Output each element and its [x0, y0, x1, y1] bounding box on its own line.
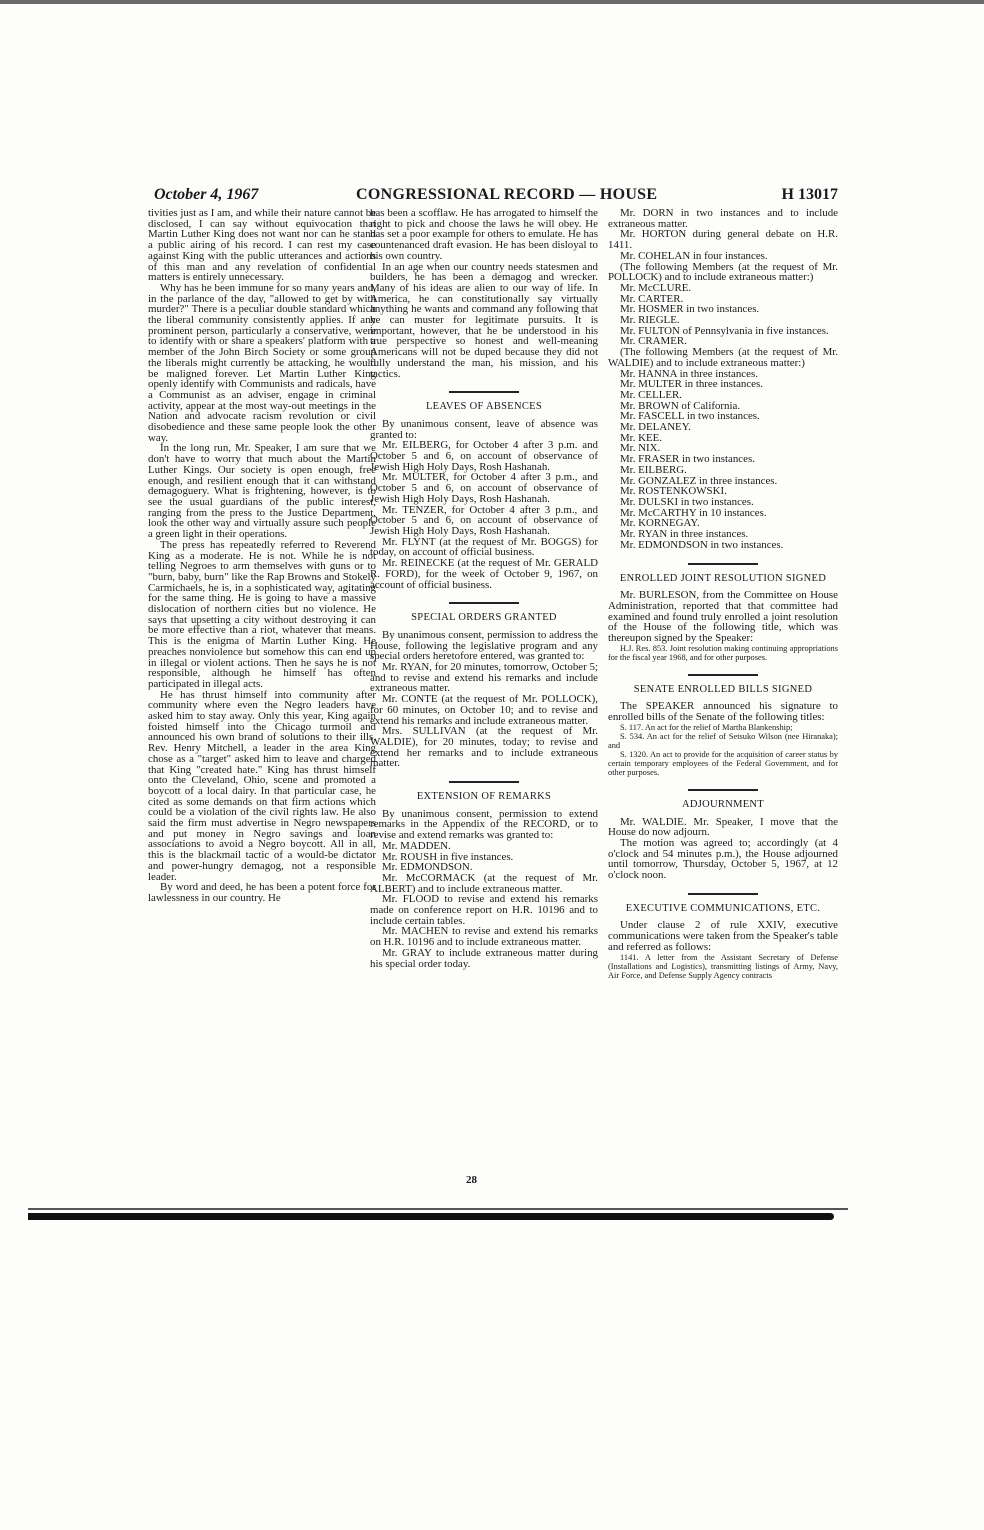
list-item: Mr. ROSTENKOWSKI.	[620, 485, 727, 498]
list-item: Mr. McCLURE.	[620, 281, 692, 294]
paragraph: Mr. ROUSH in five instances.	[382, 850, 514, 863]
header-page-number: H 13017	[781, 186, 838, 203]
paragraph: Mr. MADDEN.	[382, 839, 451, 852]
paragraph: Mr. REINECKE (at the request of Mr. GERALD R. FORD), for the week of October 9, 1967, on account of official business.	[370, 557, 598, 591]
list-item: Mr. KORNEGAY.	[620, 517, 700, 530]
paragraph: The press has repeatedly referred to Reverend King as a moderate. He is not. While he is not telling Negroes to arm themselves with guns or to "burn, baby, burn" like the Rap Browns and Stokely Carmichaels, he is, in a sophisticated way, agitating for the same thing. He is going to have a massive dislocation of northern cities but no violence. He says that upsetting a city without destroying it can be more effective than a riot, whatever that means. This is the enigma of Martin Luther King. He preaches nonviolence but somehow this can end up in illegal or violent actions. Then he says he is not responsible, although he himself has often participated in illegal acts.	[148, 538, 376, 690]
list-item: Mr. FASCELL in two instances.	[620, 410, 760, 423]
section-heading-enrolled-resolution: ENROLLED JOINT RESOLUTION SIGNED	[608, 563, 838, 585]
section-heading-senate-bills: SENATE ENROLLED BILLS SIGNED	[608, 674, 838, 696]
list-item: (The following Members (at the request of Mr. POLLOCK) and to include extraneous matter:)	[608, 260, 838, 284]
paragraph: Mr. RYAN, for 20 minutes, tomorrow, October 5; and to revise and extend his remarks and include extraneous matter.	[370, 661, 598, 695]
section-heading-extension: EXTENSION OF REMARKS	[370, 781, 598, 803]
paragraph: Mr. FLOOD to revise and extend his remarks made on conference report on H.R. 10196 and to include certain tables.	[370, 893, 598, 927]
column-2	[370, 208, 598, 969]
paragraph: In the long run, Mr. Speaker, I am sure that we don't have to worry that much about the Martin Luther Kings. Our society is open enough, free enough, and resilient enough that it can withstand demagoguery. What is frightening, however, is to see the usual guardians of the public interest, ranging from the press to the Justice Department, look the other way and virtually assure such people a green light in their operations.	[148, 442, 376, 541]
list-item: Mr. RIEGLE.	[620, 314, 680, 327]
list-item: Mr. EILBERG.	[620, 463, 687, 476]
paragraph: Mr. FLYNT (at the request of Mr. BOGGS) for today, on account of official business.	[370, 535, 598, 559]
list-item: Mr. CARTER.	[620, 292, 684, 305]
section-heading-executive: EXECUTIVE COMMUNICATIONS, ETC.	[608, 893, 838, 915]
paragraph: By unanimous consent, leave of absence was granted to:	[370, 417, 598, 441]
paragraph: Mr. CONTE (at the request of Mr. POLLOCK), for 60 minutes, on October 10; and to revise and extend his remarks and include extraneous matter.	[370, 693, 598, 727]
top-border	[0, 0, 984, 4]
paragraph: Mr. MACHEN to revise and extend his remarks on H.R. 10196 and to include extraneous matter.	[370, 925, 598, 949]
paragraph: In an age when our country needs statesmen and builders, he has been a demagog and wrecker. Many of his ideas are alien to our way of life. In America, he can constitutionally say virtually anything he wants and command any following that he can muster for legitimate pursuits. It is important, however, that he be understood in his true perspective so honest and well-meaning Americans will not be duped because they did not fully understand the man, his mission, and his tactics.	[370, 260, 598, 380]
paragraph: Mr. TENZER, for October 4 after 3 p.m., and October 5 and 6, on account of observance of Jewish High Holy Days, Rosh Hashanah.	[370, 503, 598, 537]
list-item: Mr. RYAN in three instances.	[620, 528, 749, 541]
paragraph: Mr. GRAY to include extraneous matter during his special order today.	[370, 946, 598, 970]
paragraph: Mr. McCORMACK (at the request of Mr. ALBERT) and to include extraneous matter.	[370, 871, 598, 895]
list-item: Mr. KEE.	[620, 431, 663, 444]
paragraph: Mr. WALDIE. Mr. Speaker, I move that the House do now adjourn.	[608, 815, 838, 839]
list-item: Mr. NIX.	[620, 442, 661, 455]
section-heading-special-orders: SPECIAL ORDERS GRANTED	[370, 602, 598, 624]
list-item: Mr. GONZALEZ in three instances.	[620, 474, 778, 487]
header-date: October 4, 1967	[154, 186, 259, 203]
list-item: Mr. DELANEY.	[620, 421, 691, 434]
paragraph: The SPEAKER announced his signature to enrolled bills of the Senate of the following titles:	[608, 700, 838, 724]
column-1	[148, 208, 376, 904]
section-heading-leaves: LEAVES OF ABSENCES	[370, 391, 598, 413]
list-item: Mr. HORTON during general debate on H.R. 1411.	[608, 228, 838, 252]
list-item: Mr. HANNA in three instances.	[620, 367, 758, 380]
list-item: Mr. FULTON of Pennsylvania in five instances.	[620, 324, 829, 337]
paragraph: By word and deed, he has been a potent force for lawlessness in our country. He	[148, 881, 376, 904]
paragraph: By unanimous consent, permission to address the House, following the legislative program and any special orders heretofore entered, was granted to:	[370, 628, 598, 663]
list-item: Mr. BROWN of California.	[620, 399, 741, 412]
list-item: Mr. DULSKI in two instances.	[620, 495, 754, 508]
list-item: Mr. MULTER in three instances.	[620, 378, 763, 391]
paragraph: By unanimous consent, permission to extend remarks in the Appendix of the RECORD, or to revise and extend remarks was granted to:	[370, 807, 598, 842]
header-title: CONGRESSIONAL RECORD — HOUSE	[356, 186, 658, 203]
paragraph: tivities just as I am, and while their nature cannot be disclosed, I can say without equivocation that Martin Luther King does not want nor can he stand a public airing of his record. I can rest my case against King with the public utterances and actions of this man and any revelation of confidential matters is entirely unnecessary.	[148, 207, 376, 284]
list-item: Mr. COHELAN in four instances.	[620, 249, 768, 262]
paragraph: Why has he been immune for so many years and, in the parlance of the day, "allowed to get by with murder?" There is a peculiar double standard which the liberal community consistently applies. If any prominent person, particularly a conservative, were to identify with or share a speakers' platform with a member of the John Birch Society or some group the liberals might currently be attacking, he would be maligned forever. Let Martin Luther King openly identify with Communists and radicals, have a Communist as an adviser, engage in criminal activity, appear at the most way-out meetings in the Nation and advocate racism revolution or civil disobedience and these same people look the other way.	[148, 281, 376, 444]
paragraph: has been a scofflaw. He has arrogated to himself the right to pick and choose the laws he will obey. He has set a poor example for others to emulate. He has countenanced draft evasion. He has been disloyal to his own country.	[370, 207, 598, 262]
paragraph: Mr. EDMONDSON.	[382, 861, 473, 874]
list-item: Mr. HOSMER in two instances.	[620, 303, 760, 316]
communication-text: 1141. A letter from the Assistant Secretary of Defense (Installations and Logistics), transmitting listings of Army, Navy, Air Force, and Defense Supply Agency contracts	[608, 952, 838, 980]
list-item: Mr. CRAMER.	[620, 335, 687, 348]
paragraph: Mr. MULTER, for October 4 after 3 p.m., and October 5 and 6, on account of observance of Jewish High Holy Days, Rosh Hashanah.	[370, 471, 598, 505]
section-heading-adjournment: ADJOURNMENT	[608, 789, 838, 811]
footer-page-number: 28	[466, 1174, 477, 1186]
bill-text: S. 1320. An act to provide for the acquisition of career status by certain temporary employees of the Federal Government, and for other purposes.	[608, 749, 838, 777]
bill-text: S. 117. An act for the relief of Martha Blankenship;	[620, 722, 793, 732]
bottom-rule-thin	[28, 1208, 848, 1210]
list-item: Mr. McCARTHY in 10 instances.	[620, 506, 767, 519]
list-item: Mr. FRASER in two instances.	[620, 453, 755, 466]
paragraph: Mr. BURLESON, from the Committee on House Administration, reported that that committee had examined and found truly enrolled a joint resolution of the House of the following title, which was thereupon signed by the Speaker:	[608, 589, 838, 645]
bill-text: S. 534. An act for the relief of Setsuko Wilson (nee Hiranaka); and	[608, 731, 838, 750]
column-3	[608, 208, 838, 980]
paragraph: Mr. EILBERG, for October 4 after 3 p.m. and October 5 and 6, on account of observance of Jewish High Holy Days, Rosh Hashanah.	[370, 439, 598, 473]
paragraph: Under clause 2 of rule XXIV, executive communications were taken from the Speaker's table and referred as follows:	[608, 919, 838, 953]
list-item: (The following Members (at the request of Mr. WALDIE) and to include extraneous matter:)	[608, 346, 838, 369]
paragraph: The motion was agreed to; accordingly (at 4 o'clock and 54 minutes p.m.), the House adjourned until tomorrow, Thursday, October 5, 1967, at 12 o'clock noon.	[608, 836, 838, 882]
bottom-rule-thick	[28, 1213, 834, 1220]
list-item: Mr. DORN in two instances and to include extraneous matter.	[608, 207, 838, 230]
paragraph: Mrs. SULLIVAN (at the request of Mr. WALDIE), for 20 minutes, today; to revise and extend her remarks and to include extraneous matter.	[370, 725, 598, 770]
resolution-text: H.J. Res. 853. Joint resolution making continuing appropriations for the fiscal year 1968, and for other purposes.	[608, 643, 838, 662]
list-item: Mr. CELLER.	[620, 388, 683, 401]
paragraph: He has thrust himself into community after community where even the Negro leaders have asked him to stay away. Only this year, King again foisted himself into the Chicago turmoil and announced his own brand of solutions to their ills. Rev. Henry Mitchell, a leader in the area King chose as a "target" asked him to leave and charged that King "created hate." King has thrust himself onto the Cleveland, Ohio, scene and promoted a boycott of a local dairy. In that particular case, he cited as some demands on that firm actions which could be a violation of the civil rights law. He also said the firm must advertise in Negro newspapers and put money in Negro savings and loan associations to avoid a Negro boycott. All in all, this is the blackmail tactic of a would-be dictator and power-hungry demagog, not a responsible leader.	[148, 688, 376, 883]
list-item: Mr. EDMONDSON in two instances.	[620, 538, 784, 551]
